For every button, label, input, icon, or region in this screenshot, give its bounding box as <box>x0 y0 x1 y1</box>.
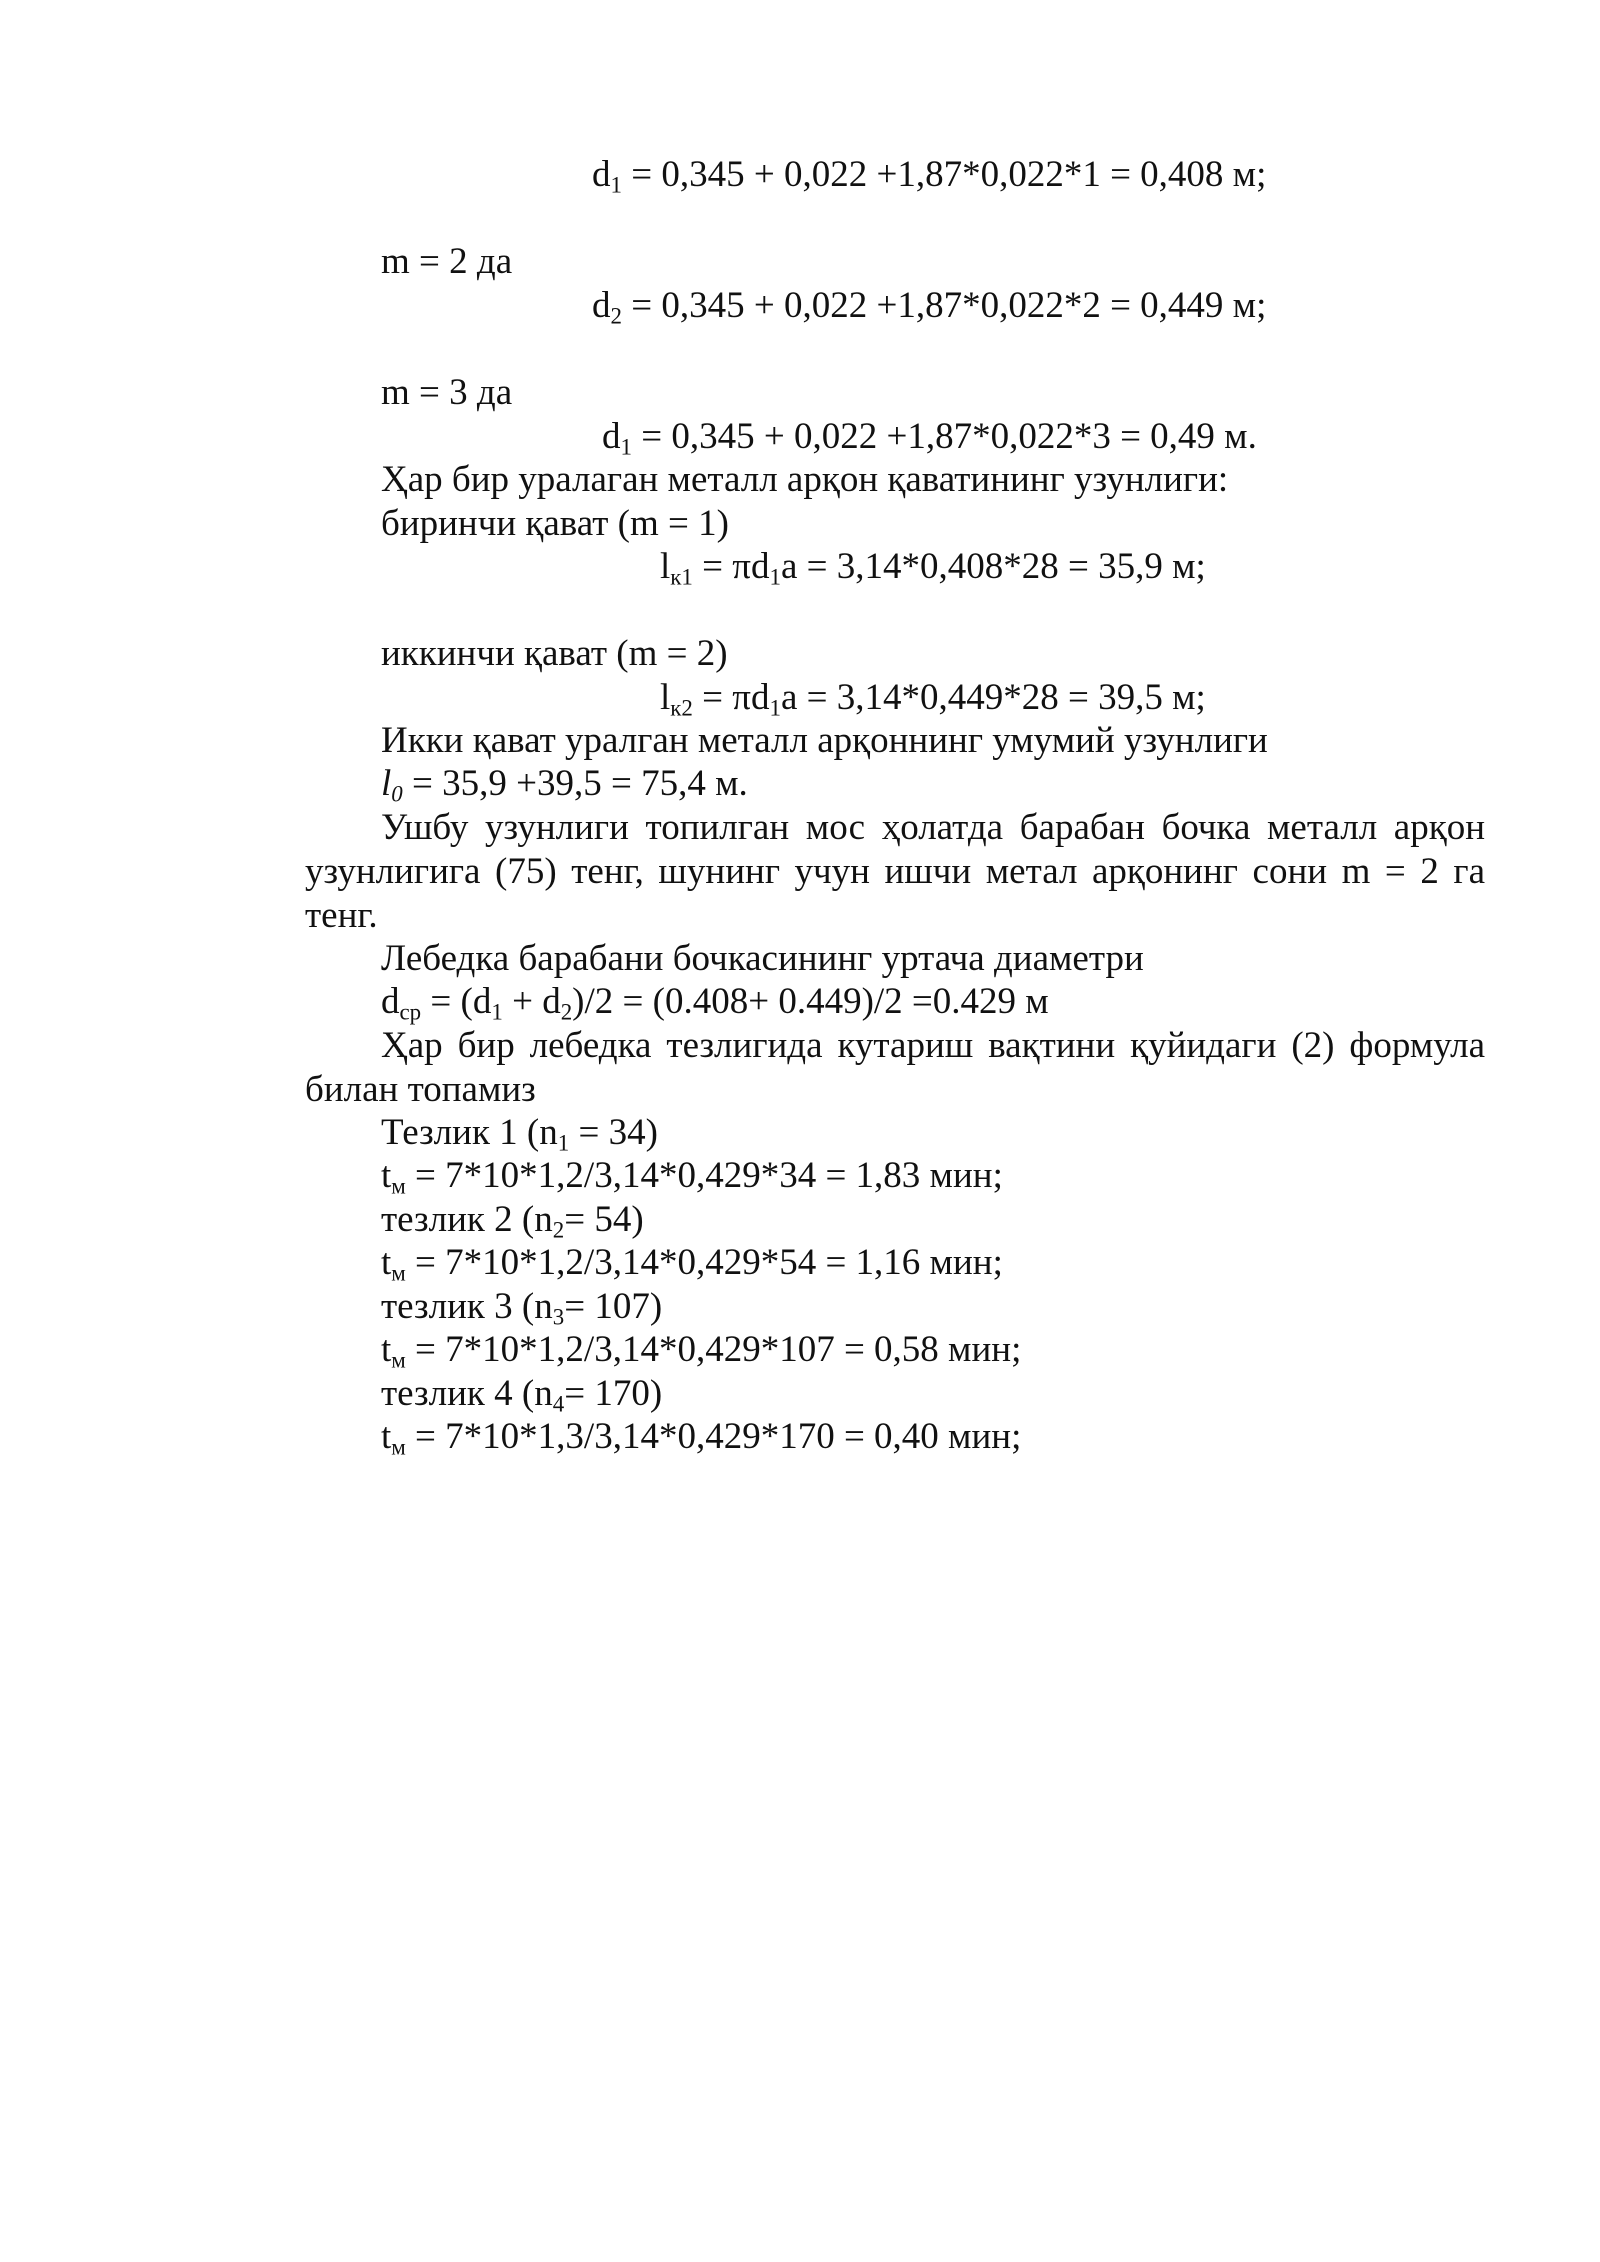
eq-body: = 7*10*1,3/3,14*0,429*170 = 0,40 мин; <box>405 1416 1022 1457</box>
speed-value: = 34) <box>569 1112 658 1153</box>
speed-value: = 170) <box>564 1373 663 1414</box>
m2-label: m = 2 да <box>381 241 513 282</box>
first-layer-label: биринчи қават (m = 1) <box>381 503 729 544</box>
speed-value: = 54) <box>564 1199 644 1240</box>
eq-symbol: l <box>660 677 671 718</box>
equation-d1-m1 <box>592 153 1266 197</box>
eq-subscript: 1 <box>620 434 632 460</box>
eq-subscript: 0 <box>391 781 403 807</box>
eq-subscript: 2 <box>560 999 573 1025</box>
equation-t1 <box>381 1154 1003 1198</box>
eq-symbol: t <box>381 1155 392 1196</box>
speed-1-label <box>381 1111 658 1155</box>
speed-4-label <box>381 1372 662 1416</box>
eq-body: = 7*10*1,2/3,14*0,429*34 = 1,83 мин; <box>405 1155 1003 1196</box>
equation-t3 <box>381 1328 1021 1372</box>
eq-subscript: 1 <box>491 999 503 1025</box>
speed-text: тезлик 2 (n <box>381 1199 553 1240</box>
eq-subscript: м <box>391 1434 406 1460</box>
eq-subscript: 1 <box>610 172 622 198</box>
speed-text: Тезлик 1 (n <box>381 1112 558 1153</box>
eq-body: = πd <box>692 546 770 587</box>
eq-subscript: 2 <box>610 303 622 329</box>
eq-subscript: м <box>391 1347 406 1373</box>
paragraph-found-length: Ушбу узунлиги топилган мос ҳолатда барабан бочка металл арқон узунлигига (75) тенг, шунинг учун ишчи метал арқонинг сони m = 2 га тенг. <box>305 807 1485 936</box>
m3-label: m = 3 да <box>381 372 513 413</box>
total-length-heading: Икки қават уралган металл арқоннинг умумий узунлиги <box>381 720 1268 761</box>
eq-body: = (d <box>421 981 492 1022</box>
equation-d2 <box>592 284 1266 328</box>
eq-body: = 0,345 + 0,022 +1,87*0,022*3 = 0,49 м. <box>631 416 1257 457</box>
speed-3-label <box>381 1285 662 1329</box>
eq-symbol: d <box>381 981 400 1022</box>
layer-length-heading: Ҳар бир уралаган металл арқон қаватининг узунлиги: <box>381 459 1229 500</box>
second-layer-label: иккинчи қават (m = 2) <box>381 633 728 674</box>
paragraph-speed-formula: Ҳар бир лебедка тезлигида кутариш вақтини қуйидаги (2) формула билан топамиз <box>305 1025 1485 1110</box>
speed-subscript: 1 <box>557 1130 570 1156</box>
speed-text: тезлик 3 (n <box>381 1286 553 1327</box>
equation-l0 <box>381 762 748 806</box>
equation-dcp <box>381 980 1049 1024</box>
eq-body: = 0,345 + 0,022 +1,87*0,022*2 = 0,449 м; <box>621 285 1267 326</box>
eq-body: + d <box>502 981 561 1022</box>
speed-text: тезлик 4 (n <box>381 1373 553 1414</box>
eq-subscript: 1 <box>769 695 781 721</box>
eq-subscript: к1 <box>670 564 693 590</box>
eq-subscript: ср <box>399 999 422 1025</box>
eq-symbol: l <box>660 546 671 587</box>
eq-body: = πd <box>692 677 770 718</box>
eq-body: )/2 = (0.408+ 0.449)/2 =0.429 м <box>572 981 1049 1022</box>
eq-body: = 7*10*1,2/3,14*0,429*107 = 0,58 мин; <box>405 1329 1022 1370</box>
eq-symbol: t <box>381 1329 392 1370</box>
eq-symbol: d <box>592 154 611 195</box>
speed-subscript: 3 <box>552 1304 565 1330</box>
eq-subscript: м <box>391 1260 406 1286</box>
eq-body: = 35,9 +39,5 = 75,4 м. <box>402 763 748 804</box>
eq-body: a = 3,14*0,408*28 = 35,9 м; <box>780 546 1206 587</box>
speed-2-label <box>381 1198 644 1242</box>
eq-symbol: d <box>602 416 621 457</box>
equation-d1-m3 <box>602 415 1257 459</box>
eq-body: a = 3,14*0,449*28 = 39,5 м; <box>780 677 1206 718</box>
speed-subscript: 2 <box>552 1217 565 1243</box>
eq-subscript: м <box>391 1173 406 1199</box>
eq-body: = 7*10*1,2/3,14*0,429*54 = 1,16 мин; <box>405 1242 1003 1283</box>
equation-lk1 <box>660 545 1206 589</box>
avg-diameter-heading: Лебедка барабани бочкасининг уртача диаметри <box>381 938 1144 979</box>
eq-subscript: к2 <box>670 695 693 721</box>
eq-symbol: l <box>381 763 392 804</box>
speed-value: = 107) <box>564 1286 663 1327</box>
eq-symbol: d <box>592 285 611 326</box>
equation-lk2 <box>660 676 1206 720</box>
eq-symbol: t <box>381 1242 392 1283</box>
equation-t4 <box>381 1415 1021 1459</box>
speed-subscript: 4 <box>552 1391 565 1417</box>
eq-subscript: 1 <box>769 564 781 590</box>
eq-body: = 0,345 + 0,022 +1,87*0,022*1 = 0,408 м; <box>621 154 1267 195</box>
equation-t2 <box>381 1241 1003 1285</box>
eq-symbol: t <box>381 1416 392 1457</box>
